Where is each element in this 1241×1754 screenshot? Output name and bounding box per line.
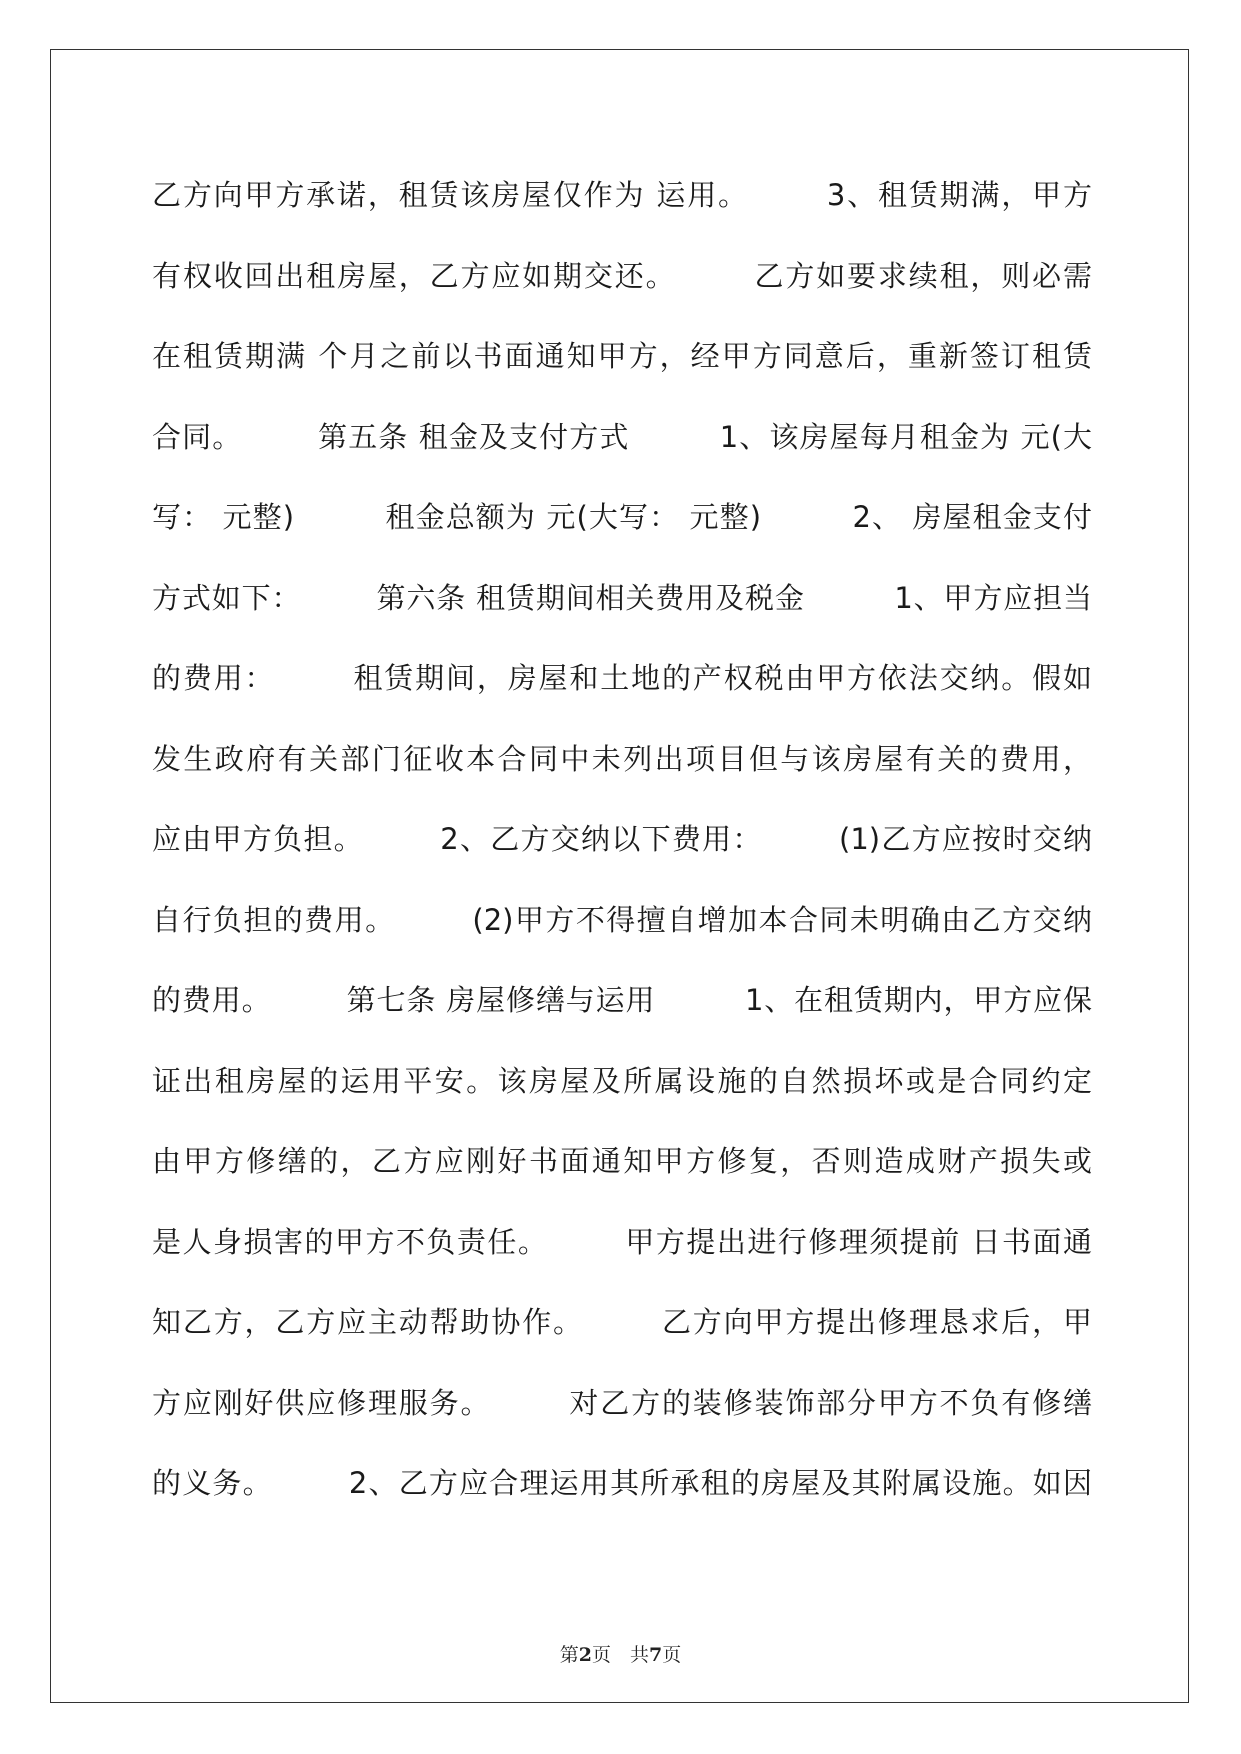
text-line: 证出租房屋的运用平安。该房屋及所属设施的自然损坏或是合同约定: [152, 1063, 1092, 1098]
current-page-number: 2: [578, 1644, 592, 1666]
page-number-footer: [0, 1640, 1241, 1667]
text-line: 自行负担的费用。 (2)甲方不得擅自增加本合同未明确由乙方交纳: [152, 902, 1092, 937]
footer-suffix: 页: [662, 1644, 682, 1666]
text-line: 的费用。 第七条 房屋修缮与运用 1、在租赁期内，甲方应保: [152, 983, 1092, 1017]
text-line: 在租赁期满 个月之前以书面通知甲方，经甲方同意后，重新签订租赁: [152, 339, 1092, 373]
text-line: 应由甲方负担。 2、乙方交纳以下费用： (1)乙方应按时交纳: [152, 822, 1092, 856]
text-line: 是人身损害的甲方不负责任。 甲方提出进行修理须提前 日书面通: [152, 1224, 1092, 1259]
text-line: 乙方向甲方承诺，租赁该房屋仅作为 运用。 3、租赁期满，甲方: [152, 178, 1092, 212]
text-line: 合同。 第五条 租金及支付方式 1、该房屋每月租金为 元(大: [152, 419, 1092, 454]
text-line: 的义务。 2、乙方应合理运用其所承租的房屋及其附属设施。如因: [152, 1466, 1092, 1500]
text-line: 写： 元整) 租金总额为 元(大写： 元整) 2、 房屋租金支付: [152, 500, 1092, 534]
text-line: 的费用： 租赁期间，房屋和土地的产权税由甲方依法交纳。假如: [152, 661, 1092, 695]
text-line: 发生政府有关部门征收本合同中未列出项目但与该房屋有关的费用，: [152, 741, 1092, 776]
footer-prefix: 第: [559, 1644, 579, 1666]
text-line: 知乙方，乙方应主动帮助协作。 乙方向甲方提出修理恳求后，甲: [152, 1305, 1092, 1339]
footer-middle: 页 共: [591, 1644, 649, 1666]
document-body: [152, 155, 1092, 1524]
text-line: 方式如下： 第六条 租赁期间相关费用及税金 1、甲方应担当: [152, 580, 1092, 615]
text-line: 由甲方修缮的，乙方应刚好书面通知甲方修复，否则造成财产损失或: [152, 1144, 1092, 1178]
text-line: 有权收回出租房屋，乙方应如期交还。 乙方如要求续租，则必需: [152, 258, 1092, 293]
total-page-number: 7: [649, 1644, 663, 1666]
text-line: 方应刚好供应修理服务。 对乙方的装修装饰部分甲方不负有修缮: [152, 1385, 1092, 1420]
